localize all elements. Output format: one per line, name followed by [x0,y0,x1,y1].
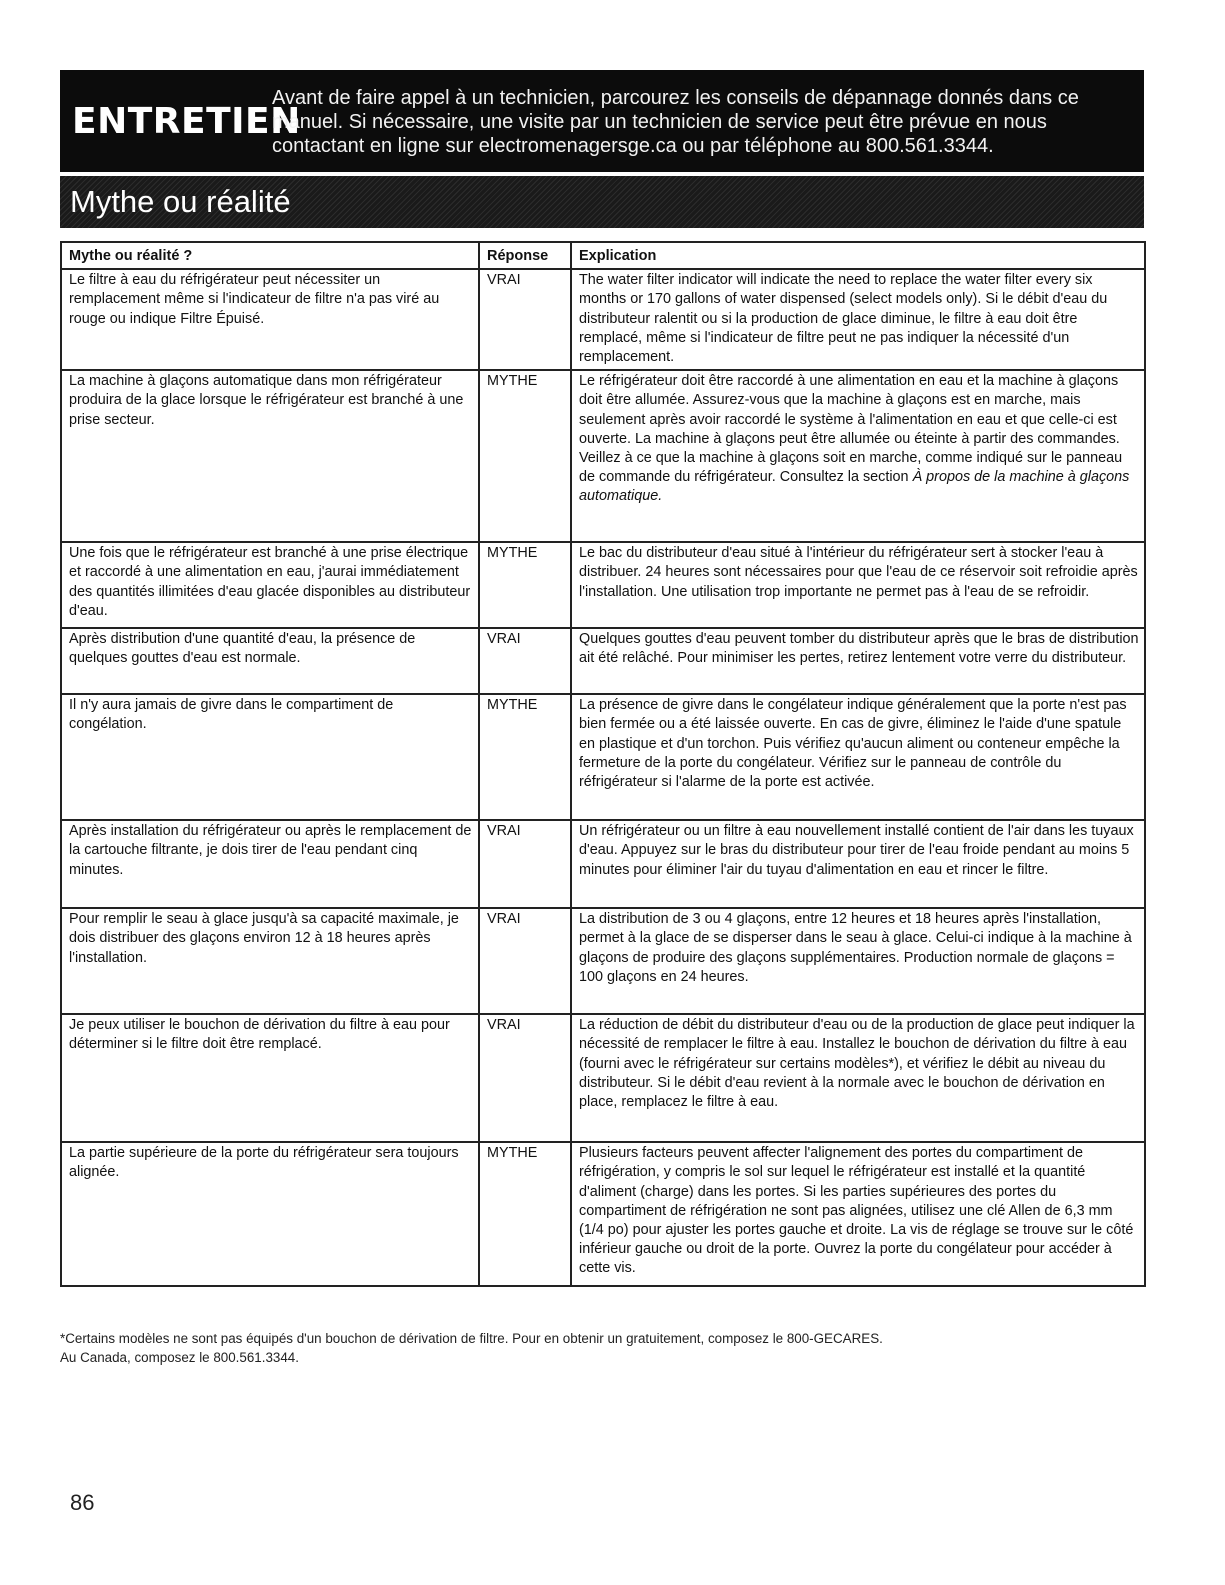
question-cell: Le filtre à eau du réfrigérateur peut nécessiter un remplacement même si l'indicateur de filtre n'a pas viré au rouge ou indique Filtre Épuisé. [61,269,479,370]
explanation-cell: La distribution de 3 ou 4 glaçons, entre 12 heures et 18 heures après l'installation, permet à la glace de se disperser dans le seau à glace. Celui-ci indique à la machine à glaçons de produire des glaçons supplémentaires. Production normale de glaçons = 100 glaçons en 24 heures. [571,908,1145,1014]
table-header-row [61,242,1145,269]
explanation-text: Le réfrigérateur doit être raccordé à une alimentation en eau et la machine à glaçons doit être allumée. Assurez-vous que la machine à glaçons est en marche, mais seulement après avoir raccordé le système à l'alimentation en eau et que celle-ci est ouverte. La machine à glaçons peut être allumée ou éteinte à partir des commandes. Veillez à ce que la machine à glaçons soit en marche, comme indiqué sur le panneau de commande du réfrigérateur. Consultez la section [579,373,1123,486]
table-row [61,820,1145,908]
question-cell: La partie supérieure de la porte du réfrigérateur sera toujours alignée. [61,1142,479,1286]
answer-cell: VRAI [479,908,571,1014]
table-row [61,694,1145,820]
page-number: 86 [70,1490,95,1515]
answer-cell: MYTHE [479,542,571,628]
answer-cell: VRAI [479,1014,571,1142]
question-cell: Je peux utiliser le bouchon de dérivation du filtre à eau pour déterminer si le filtre doit être remplacé. [61,1014,479,1142]
section-bar [60,176,1144,228]
explanation-cell: Plusieurs facteurs peuvent affecter l'alignement des portes du compartiment de réfrigération, y compris le sol sur lequel le réfrigérateur est installé et la quantité d'aliment (charge) dans les portes. Si les parties supérieures des portes du compartiment de réfrigération ne sont pas alignées, utilisez une clé Allen de 6,3 mm (1/4 po) pour ajuster les portes gauche et droite. La vis de réglage se trouve sur le côté inférieur gauche ou droit de la porte. Ouvrez la porte du congélateur pour accéder à cette vis. [571,1142,1145,1286]
header-title: ENTRETIEN [72,101,301,142]
explanation-cell: Le bac du distributeur d'eau situé à l'intérieur du réfrigérateur sert à stocker l'eau à distribuer. 24 heures sont nécessaires pour que l'eau de ce réservoir soit refroidie après l'installation. Une utilisation trop importante ne permet pas à l'eau de se refroidir. [571,542,1145,628]
header-bar [60,70,1144,172]
footnote-line: *Certains modèles ne sont pas équipés d'un bouchon de dérivation de filtre. Pour en obtenir un gratuitement, composez le 800-GECARES. [60,1331,883,1346]
footnote [60,1329,1144,1367]
table-row [61,269,1145,370]
table-row [61,370,1145,542]
explanation-section-ref: À propos de la machine à glaçons automatique. [579,469,1130,505]
explanation-cell: Un réfrigérateur ou un filtre à eau nouvellement installé contient de l'air dans les tuyaux d'eau. Appuyez sur le bras du distributeur pour tirer de l'eau froide pendant au moins 5 minutes pour éliminer l'air du tuyau d'alimentation en eau et rincer le filtre. [571,820,1145,908]
header-text: Avant de faire appel à un technicien, parcourez les conseils de dépannage donnés dans ce manuel. Si nécessaire, une visite par un technicien de service peut être prévue en nous contactant en ligne sur electromenagersge.ca ou par téléphone au 800.561.3344. [272,87,1079,157]
section-title: Mythe ou réalité [70,184,291,219]
column-header-answer: Réponse [479,242,571,269]
myth-table [60,241,1146,1287]
answer-cell: VRAI [479,820,571,908]
answer-cell: VRAI [479,269,571,370]
column-header-question: Mythe ou réalité ? [61,242,479,269]
table-row [61,1014,1145,1142]
answer-cell: MYTHE [479,694,571,820]
question-cell: Une fois que le réfrigérateur est branché à une prise électrique et raccordé à une alimentation en eau, j'aurai immédiatement des quantités illimitées d'eau glacée disponibles au distributeur d'eau. [61,542,479,628]
explanation-cell [571,370,1145,542]
question-cell: La machine à glaçons automatique dans mon réfrigérateur produira de la glace lorsque le réfrigérateur est branché à une prise secteur. [61,370,479,542]
answer-cell: VRAI [479,628,571,694]
table-row [61,628,1145,694]
column-header-explanation: Explication [571,242,1145,269]
question-cell: Après installation du réfrigérateur ou après le remplacement de la cartouche filtrante, je dois tirer de l'eau pendant cinq minutes. [61,820,479,908]
table-row [61,908,1145,1014]
answer-cell: MYTHE [479,370,571,542]
footnote-line: Au Canada, composez le 800.561.3344. [60,1350,299,1365]
explanation-cell: La réduction de débit du distributeur d'eau ou de la production de glace peut indiquer la nécessité de remplacer le filtre à eau. Installez le bouchon de dérivation du filtre à eau (fourni avec le réfrigérateur sur certains modèles*), et vérifiez le débit au niveau du distributeur. Si le débit d'eau revient à la normale avec le bouchon de dérivation en place, remplacez le filtre à eau. [571,1014,1145,1142]
table-row [61,542,1145,628]
question-cell: Après distribution d'une quantité d'eau, la présence de quelques gouttes d'eau est normale. [61,628,479,694]
explanation-cell: Quelques gouttes d'eau peuvent tomber du distributeur après que le bras de distribution ait été relâché. Pour minimiser les pertes, retirez lentement votre verre du distributeur. [571,628,1145,694]
explanation-cell: The water filter indicator will indicate the need to replace the water filter every six months or 170 gallons of water dispensed (select models only). Si le débit d'eau du distributeur ralentit ou si la production de glace diminue, le filtre à eau doit être remplacé, même si l'indicateur de filtre peut ne pas indiquer la nécessité d'un remplacement. [571,269,1145,370]
explanation-cell: La présence de givre dans le congélateur indique généralement que la porte n'est pas bien fermée ou a été laissée ouverte. En cas de givre, éliminez le l'aide d'une spatule en plastique et d'un torchon. Puis vérifiez qu'aucun aliment ou conteneur empêche la fermeture de la porte du congélateur. Vérifiez sur le panneau de contrôle du réfrigérateur si l'alarme de la porte est activée. [571,694,1145,820]
question-cell: Il n'y aura jamais de givre dans le compartiment de congélation. [61,694,479,820]
question-cell: Pour remplir le seau à glace jusqu'à sa capacité maximale, je dois distribuer des glaçons environ 12 à 18 heures après l'installation. [61,908,479,1014]
table-row [61,1142,1145,1286]
answer-cell: MYTHE [479,1142,571,1286]
